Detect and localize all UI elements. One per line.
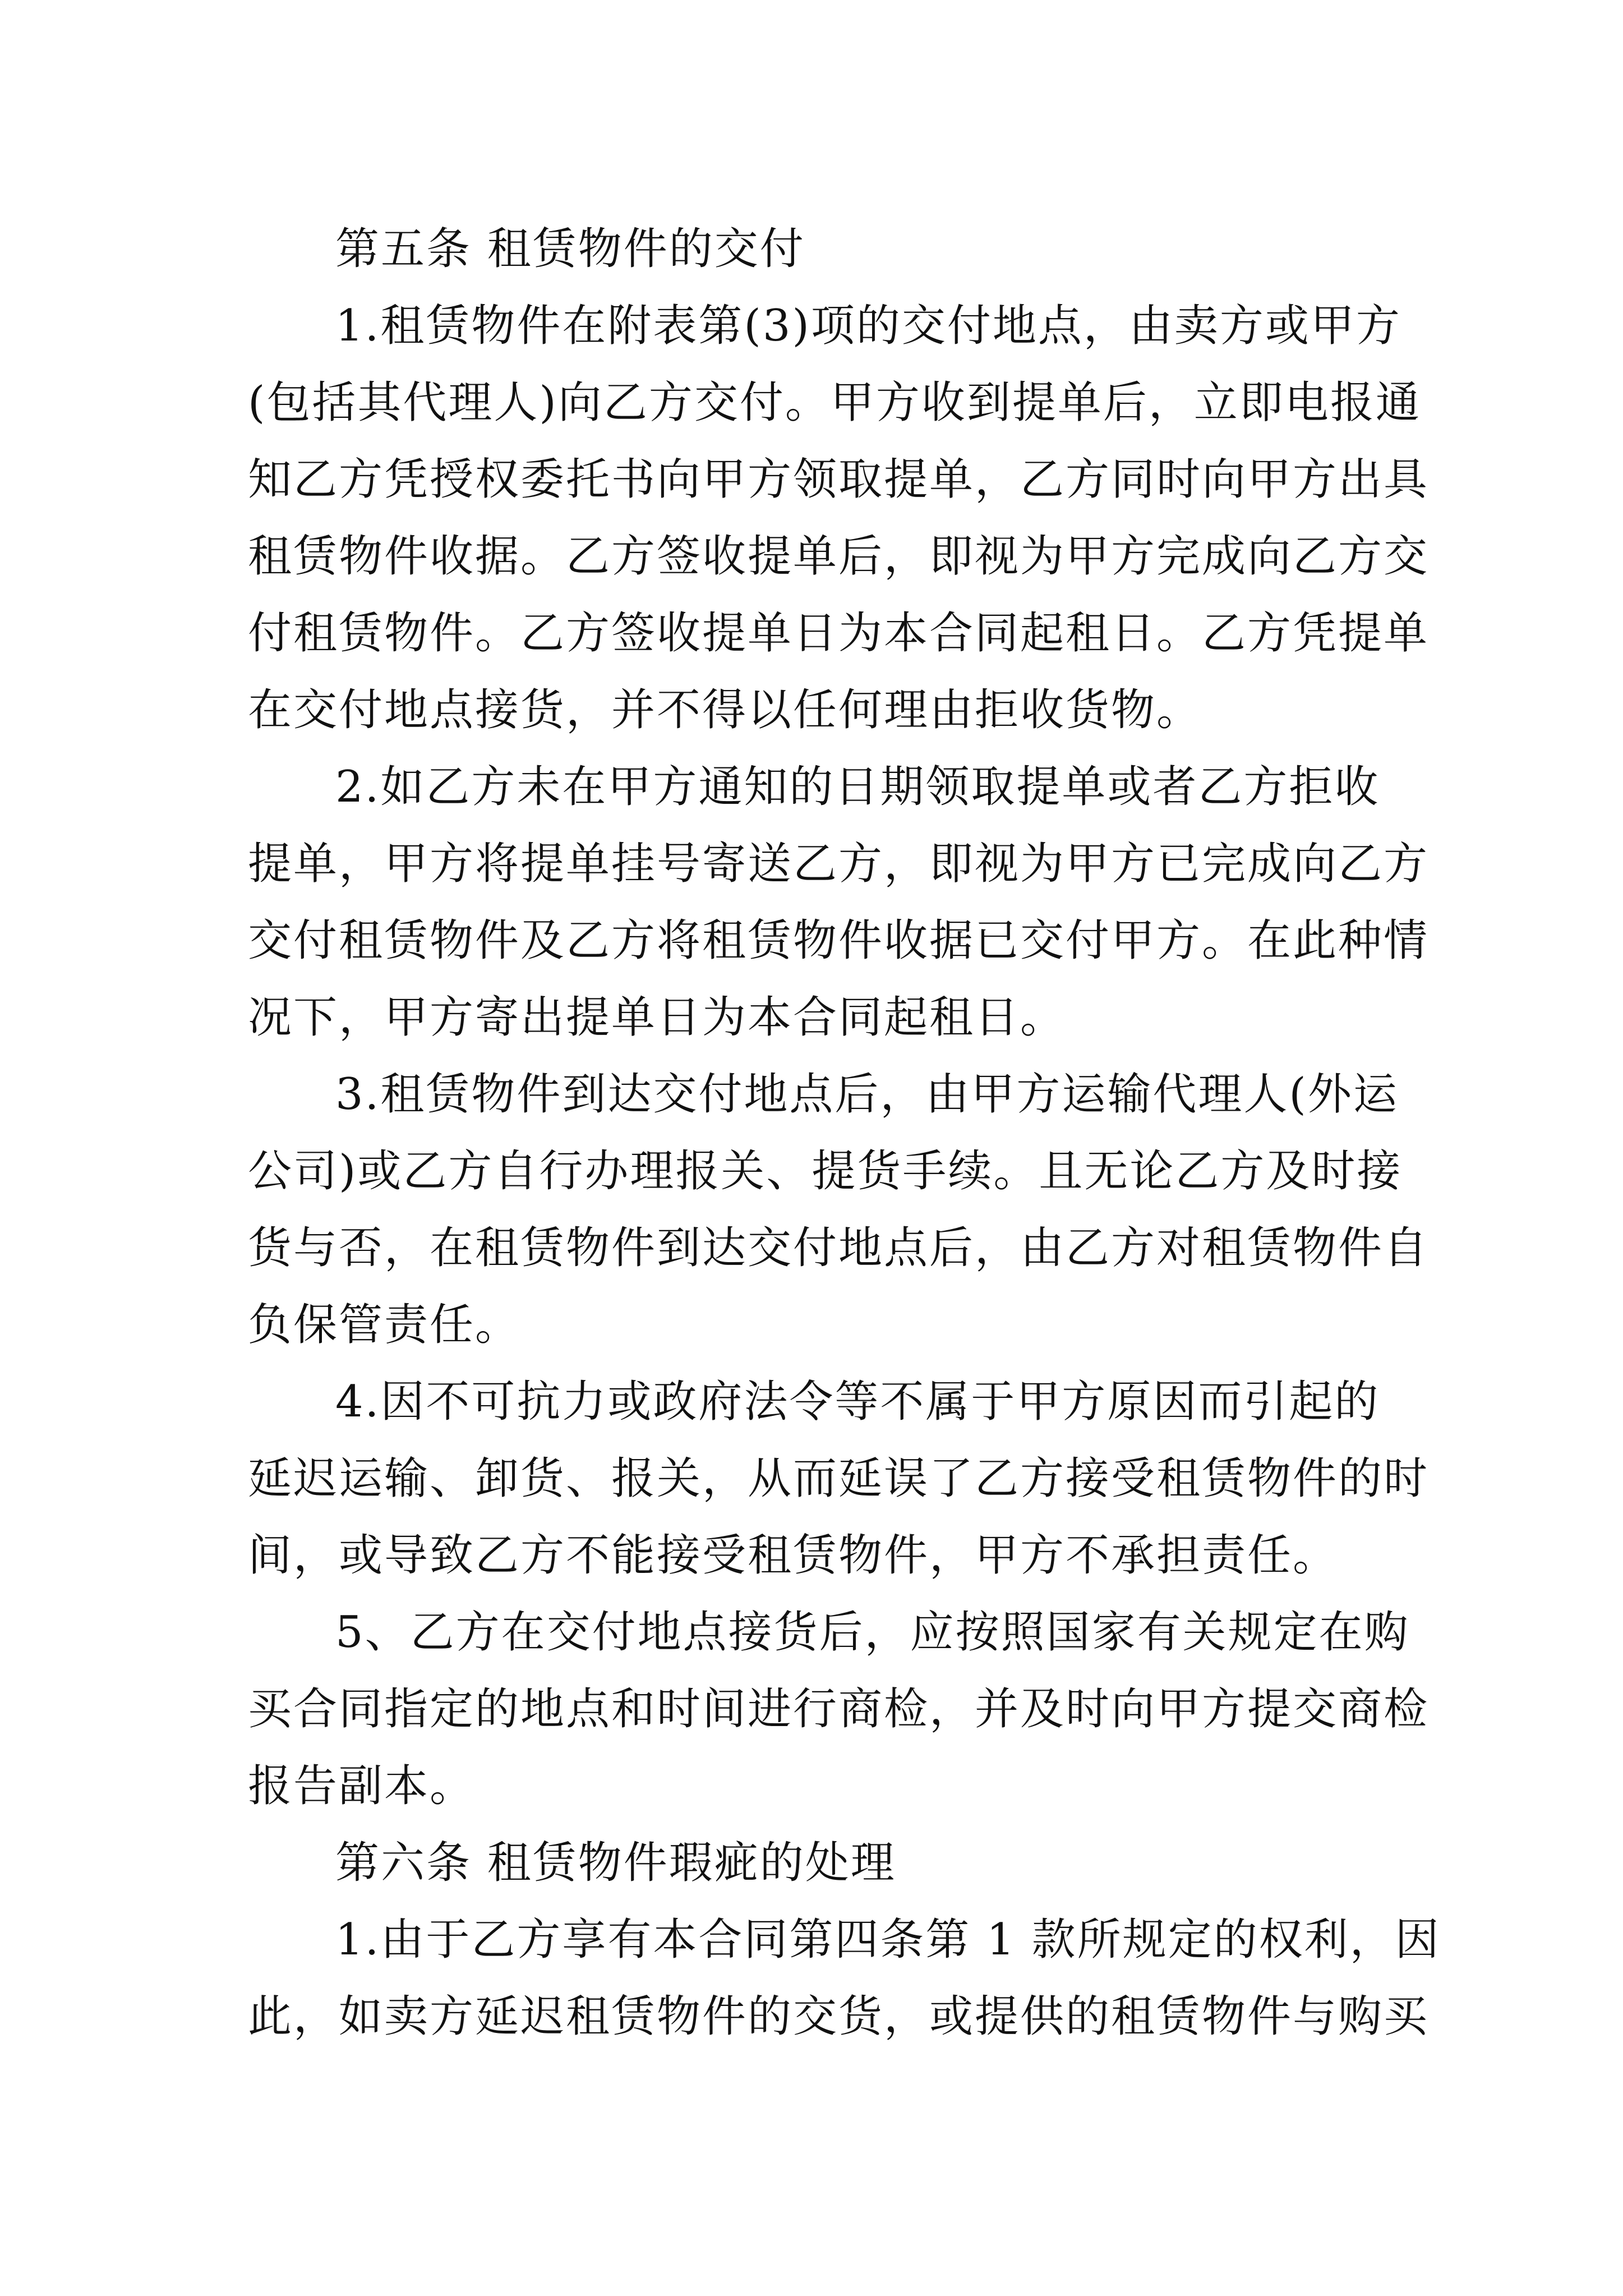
paragraph-line: 交付租赁物件及乙方将租赁物件收据已交付甲方。在此种情 [248,915,1430,966]
paragraph-line: 1.由于乙方享有本合同第四条第 1 款所规定的权利，因 [335,1915,1441,1965]
paragraph-line: 此，如卖方延迟租赁物件的交货，或提供的租赁物件与购买 [248,1991,1430,2042]
paragraph-line: (包括其代理人)向乙方交付。甲方收到提单后，立即电报通 [248,378,1421,428]
paragraph-line: 货与否，在租赁物件到达交付地点后，由乙方对租赁物件自 [248,1223,1430,1273]
document-body [248,211,1441,2055]
paragraph-line: 买合同指定的地点和时间进行商检，并及时向甲方提交商检 [248,1684,1430,1734]
paragraph-line: 延迟运输、卸货、报关，从而延误了乙方接受租赁物件的时 [248,1453,1430,1504]
paragraph-line: 3.租赁物件到达交付地点后，由甲方运输代理人(外运 [335,1069,1399,1120]
paragraph-line: 况下，甲方寄出提单日为本合同起租日。 [248,992,1066,1043]
paragraph-line: 公司)或乙方自行办理报关、提货手续。且无论乙方及时接 [248,1146,1403,1197]
paragraph-line: 间，或导致乙方不能接受租赁物件，甲方不承担责任。 [248,1530,1339,1581]
paragraph-line: 知乙方凭授权委托书向甲方领取提单，乙方同时向甲方出具 [248,454,1430,505]
paragraph-line: 租赁物件收据。乙方签收提单后，即视为甲方完成向乙方交 [248,531,1430,582]
paragraph-line: 5、乙方在交付地点接货后，应按照国家有关规定在购 [335,1607,1410,1658]
article-5-heading: 第五条 租赁物件的交付 [335,224,805,274]
paragraph-line: 报告副本。 [248,1761,476,1811]
paragraph-line: 2.如乙方未在甲方通知的日期领取提单或者乙方拒收 [335,762,1380,812]
article-6-heading: 第六条 租赁物件瑕疵的处理 [335,1838,896,1888]
paragraph-line: 在交付地点接货，并不得以任何理由拒收货物。 [248,685,1202,735]
paragraph-line: 提单，甲方将提单挂号寄送乙方，即视为甲方已完成向乙方 [248,839,1430,889]
paragraph-line: 负保管责任。 [248,1300,521,1350]
paragraph-line: 1.租赁物件在附表第(3)项的交付地点，由卖方或甲方 [335,301,1401,351]
paragraph-line: 付租赁物件。乙方签收提单日为本合同起租日。乙方凭提单 [248,608,1430,659]
paragraph-line: 4.因不可抗力或政府法令等不属于甲方原因而引起的 [335,1377,1380,1427]
